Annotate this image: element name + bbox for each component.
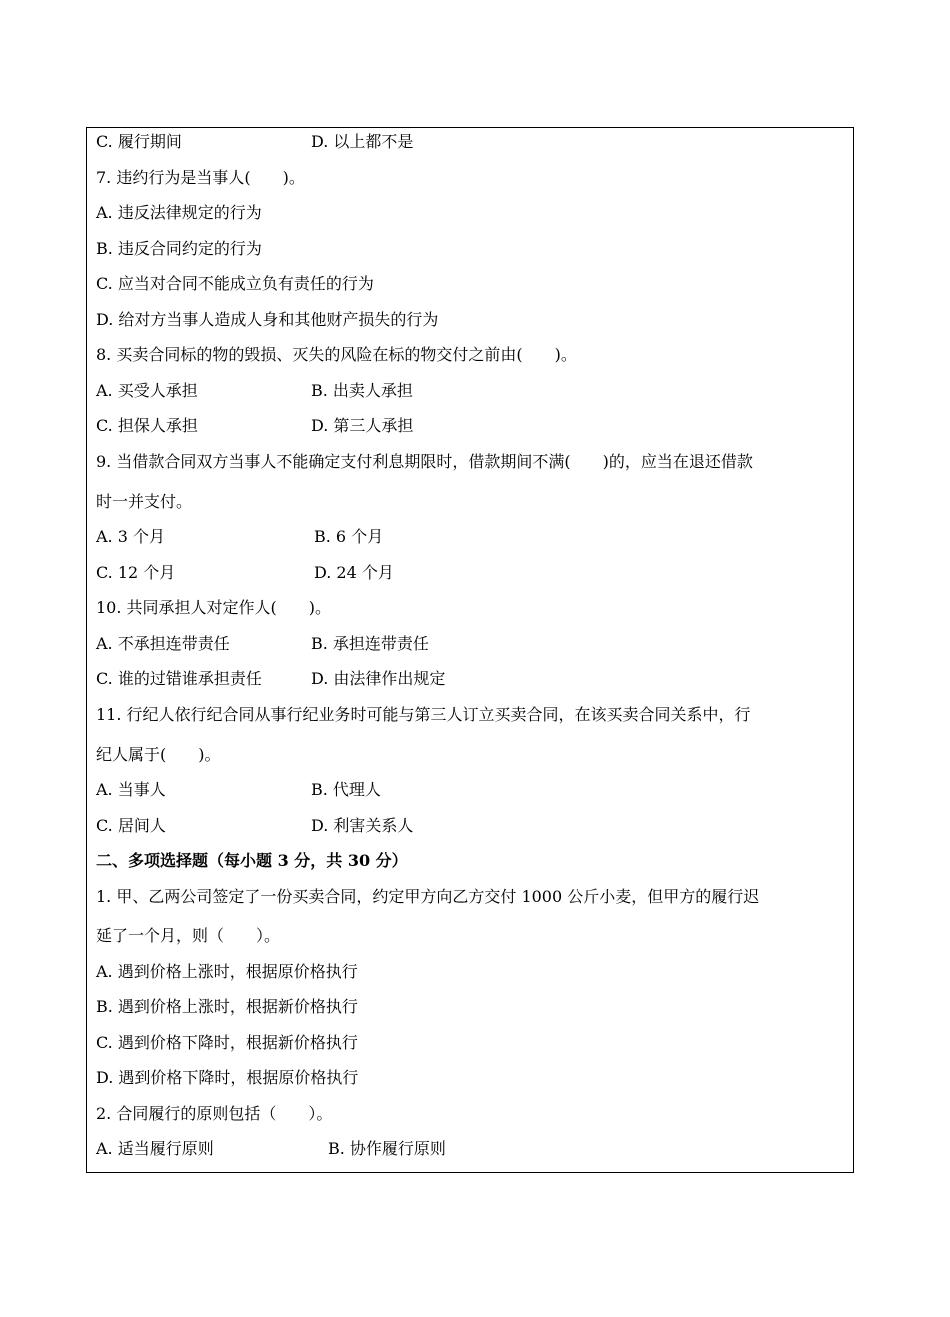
option-line: B. 协作履行原则 bbox=[328, 1139, 446, 1158]
section-heading: 二、多项选择题（每小题 3 分，共 30 分） bbox=[96, 851, 408, 870]
option-line: A. 遇到价格上涨时，根据原价格执行 bbox=[96, 962, 358, 981]
question-line: 7. 违约行为是当事人( )。 bbox=[96, 168, 305, 187]
option-line: D. 遇到价格下降时，根据原价格执行 bbox=[96, 1068, 359, 1087]
question-line: 8. 买卖合同标的物的毁损、灭失的风险在标的物交付之前由( )。 bbox=[96, 345, 577, 364]
option-line: B. 遇到价格上涨时，根据新价格执行 bbox=[96, 997, 358, 1016]
option-line: B. 出卖人承担 bbox=[311, 381, 413, 400]
question-line: 10. 共同承担人对定作人( )。 bbox=[96, 598, 332, 617]
option-line: C. 遇到价格下降时，根据新价格执行 bbox=[96, 1033, 358, 1052]
option-line: A. 3 个月 bbox=[96, 527, 165, 546]
option-line: A. 买受人承担 bbox=[96, 381, 198, 400]
option-line: A. 违反法律规定的行为 bbox=[96, 203, 262, 222]
question-line: 延了一个月，则（ ）。 bbox=[96, 926, 281, 945]
option-line: D. 给对方当事人造成人身和其他财产损失的行为 bbox=[96, 310, 439, 329]
question-line: 时一并支付。 bbox=[96, 492, 193, 511]
option-line: B. 代理人 bbox=[311, 780, 381, 799]
option-line: C. 谁的过错谁承担责任 bbox=[96, 669, 262, 688]
option-line: A. 当事人 bbox=[96, 780, 166, 799]
option-line: B. 6 个月 bbox=[314, 527, 384, 546]
option-line: D. 24 个月 bbox=[314, 563, 394, 582]
question-line: 1. 甲、乙两公司签定了一份买卖合同，约定甲方向乙方交付 1000 公斤小麦，但甲方的履行迟 bbox=[96, 887, 760, 906]
option-line: C. 应当对合同不能成立负有责任的行为 bbox=[96, 274, 374, 293]
option-line: D. 第三人承担 bbox=[311, 416, 414, 435]
question-line: 纪人属于( )。 bbox=[96, 745, 221, 764]
option-line: C. 12 个月 bbox=[96, 563, 176, 582]
option-line: B. 承担连带责任 bbox=[311, 634, 429, 653]
option-line: B. 违反合同约定的行为 bbox=[96, 239, 262, 258]
option-line: C. 担保人承担 bbox=[96, 416, 198, 435]
option-line: C. 履行期间 bbox=[96, 132, 182, 151]
option-line: D. 利害关系人 bbox=[311, 816, 414, 835]
option-line: D. 由法律作出规定 bbox=[311, 669, 446, 688]
question-line: 11. 行纪人依行纪合同从事行纪业务时可能与第三人订立买卖合同，在该买卖合同关系中，行 bbox=[96, 705, 751, 724]
option-line: A. 不承担连带责任 bbox=[96, 634, 230, 653]
option-line: A. 适当履行原则 bbox=[96, 1139, 214, 1158]
option-line: D. 以上都不是 bbox=[311, 132, 414, 151]
question-line: 2. 合同履行的原则包括（ ）。 bbox=[96, 1104, 333, 1123]
option-line: C. 居间人 bbox=[96, 816, 166, 835]
question-line: 9. 当借款合同双方当事人不能确定支付利息期限时，借款期间不满( )的，应当在退还借款 bbox=[96, 452, 753, 471]
